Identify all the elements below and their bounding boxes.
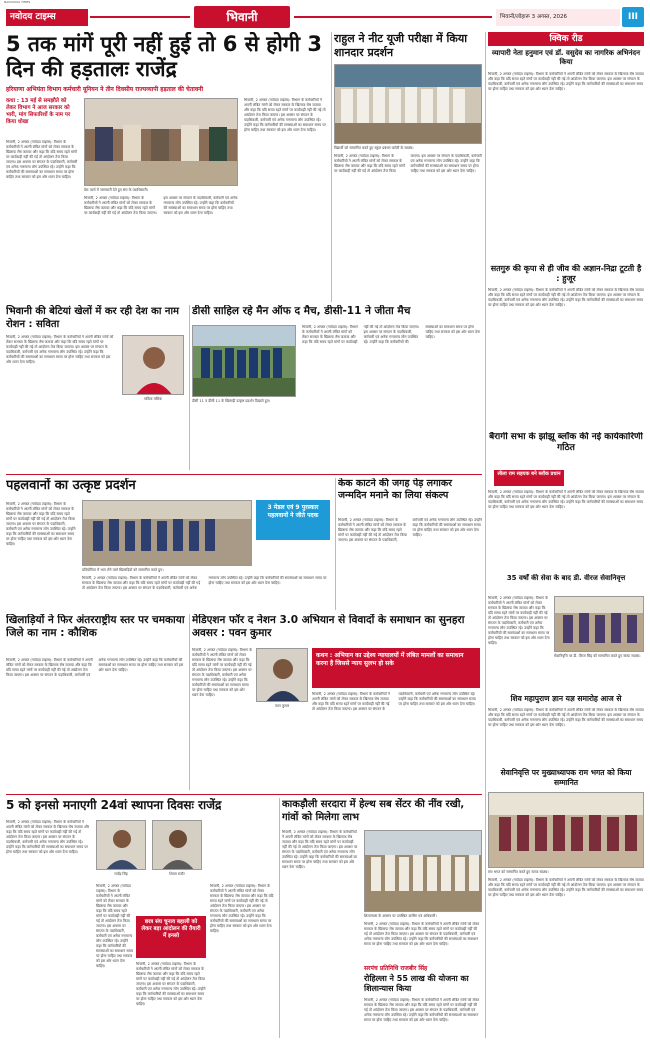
dc-match-body: भिवानी, 2 अगस्त (नवोदय टाइम्स): विभाग के कर्मचारियों ने अपनी लंबित मांगों को लेकर सरकार के खिलाफ रोष जताया और कहा कि यदि समय रहते मांगों पर कार्यवाही नहीं की गई तो आंदोलन तेज किया जाएगा। इस अवसर पर संगठन के पदाधिकारी, कर्मचारी एवं अनेक गणमान्य लोग उपस्थित रहे। उन्होंने कहा कि कर्मचारियों की समस्याओं का समाधान समय पर होना चाहिए तथा सरकार को इस ओर ध्यान देना चाहिए। <box>302 325 480 344</box>
neet-photo <box>334 64 482 144</box>
daughters-article <box>6 305 186 470</box>
mediation-body: भिवानी, 2 अगस्त (नवोदय टाइम्स): विभाग के कर्मचारियों ने अपनी लंबित मांगों को लेकर सरकार के खिलाफ रोष जताया और कहा कि यदि समय रहते मांगों पर कार्यवाही नहीं की गई तो आंदोलन तेज किया जाएगा। इस अवसर पर संगठन के पदाधिकारी, कर्मचारी एवं अनेक गणमान्य लोग उपस्थित रहे। उन्होंने कहा कि कर्मचारियों की समस्याओं का समाधान समय पर होना चाहिए तथा सरकार को इस ओर ध्यान देना चाहिए। <box>192 648 252 697</box>
dc-match-photo <box>192 325 296 397</box>
section-rule <box>6 794 482 795</box>
service-article <box>488 574 644 692</box>
column-divider <box>335 478 336 610</box>
lead-sidebar-body: भिवानी, 2 अगस्त (नवोदय टाइम्स): विभाग के कर्मचारियों ने अपनी लंबित मांगों को लेकर सरकार के खिलाफ रोष जताया और कहा कि यदि समय रहते मांगों पर कार्यवाही नहीं की गई तो आंदोलन तेज किया जाएगा। इस अवसर पर संगठन के पदाधिकारी, कर्मचारी एवं अनेक गणमान्य लोग उपस्थित रहे। उन्होंने कहा कि कर्मचारियों की समस्याओं का समाधान समय पर होना चाहिए तथा सरकार को इस ओर ध्यान देना चाहिए। <box>6 140 78 179</box>
bairagi-body: भिवानी, 2 अगस्त (नवोदय टाइम्स): विभाग के कर्मचारियों ने अपनी लंबित मांगों को लेकर सरकार के खिलाफ रोष जताया और कहा कि यदि समय रहते मांगों पर कार्यवाही नहीं की गई तो आंदोलन तेज किया जाएगा। इस अवसर पर संगठन के पदाधिकारी, कर्मचारी एवं अनेक गणमान्य लोग उपस्थित रहे। उन्होंने कहा कि कर्मचारियों की समस्याओं का समाधान समय पर होना चाहिए तथा सरकार को इस ओर ध्यान देना चाहिए। <box>488 490 644 509</box>
health-image <box>365 831 482 912</box>
wrestlers-image <box>83 501 252 566</box>
column-divider <box>331 32 332 302</box>
lead-article <box>6 32 328 302</box>
column-divider <box>279 798 280 1038</box>
brand-logo: नवोदय टाइम्स <box>6 9 88 26</box>
mediation-quote: कथन : अभियान का उद्देश्य न्यायालयों में लंबित मामलों का समाधान करना है जिससे न्याय सुलभ हो सके <box>312 648 480 688</box>
column-divider <box>189 305 190 470</box>
retiree-article <box>488 768 644 1038</box>
health-body: भिवानी, 2 अगस्त (नवोदय टाइम्स): विभाग के कर्मचारियों ने अपनी लंबित मांगों को लेकर सरकार के खिलाफ रोष जताया और कहा कि यदि समय रहते मांगों पर कार्यवाही नहीं की गई तो आंदोलन तेज किया जाएगा। इस अवसर पर संगठन के पदाधिकारी, कर्मचारी एवं अनेक गणमान्य लोग उपस्थित रहे। उन्होंने कहा कि कर्मचारियों की समस्याओं का समाधान समय पर होना चाहिए तथा सरकार को इस ओर ध्यान देना चाहिए। <box>282 830 358 869</box>
daughters-photo <box>122 335 184 395</box>
retiree-body: भिवानी, 2 अगस्त (नवोदय टाइम्स): विभाग के कर्मचारियों ने अपनी लंबित मांगों को लेकर सरकार के खिलाफ रोष जताया और कहा कि यदि समय रहते मांगों पर कार्यवाही नहीं की गई तो आंदोलन तेज किया जाएगा। इस अवसर पर संगठन के पदाधिकारी, कर्मचारी एवं अनेक गणमान्य लोग उपस्थित रहे। उन्होंने कहा कि कर्मचारियों की समस्याओं का समाधान समय पर होना चाहिए तथा सरकार को इस ओर ध्यान देना चाहिए। <box>488 878 644 897</box>
mediation-photo-caption: पवन कुमार <box>274 704 290 708</box>
bairagi-article <box>488 432 644 572</box>
health-body-2: भिवानी, 2 अगस्त (नवोदय टाइम्स): विभाग के कर्मचारियों ने अपनी लंबित मांगों को लेकर सरकार के खिलाफ रोष जताया और कहा कि यदि समय रहते मांगों पर कार्यवाही नहीं की गई तो आंदोलन तेज किया जाएगा। इस अवसर पर संगठन के पदाधिकारी, कर्मचारी एवं अनेक गणमान्य लोग उपस्थित रहे। उन्होंने कहा कि कर्मचारियों की समस्याओं का समाधान समय पर होना चाहिए तथा सरकार को इस ओर ध्यान देना चाहिए। <box>364 922 480 946</box>
edition-city: भिवानी <box>194 6 290 28</box>
retiree-caption: राम भगत को सम्मानित करते हुए स्टाफ सदस्य। <box>488 870 549 874</box>
wrestlers-badge: 3 मेडल एवं 9 पुरस्कार पहलवानों ने जीते पदक <box>256 500 330 540</box>
mediation-photo <box>256 648 308 702</box>
section-rule <box>6 474 482 475</box>
column-divider <box>189 614 190 790</box>
foundation-box: छात्र संघ चुनाव बहाली को लेकर बड़ा आंदोलन की तैयारी में इनसो <box>136 916 206 958</box>
rohtak-body: भिवानी, 2 अगस्त (नवोदय टाइम्स): विभाग के कर्मचारियों ने अपनी लंबित मांगों को लेकर सरकार के खिलाफ रोष जताया और कहा कि यदि समय रहते मांगों पर कार्यवाही नहीं की गई तो आंदोलन तेज किया जाएगा। इस अवसर पर संगठन के पदाधिकारी, कर्मचारी एवं अनेक गणमान्य लोग उपस्थित रहे। उन्होंने कहा कि कर्मचारियों की समस्याओं का समाधान समय पर होना चाहिए तथा सरकार को इस ओर ध्यान देना चाहिए। <box>364 998 480 1022</box>
mediation-body-2: भिवानी, 2 अगस्त (नवोदय टाइम्स): विभाग के कर्मचारियों ने अपनी लंबित मांगों को लेकर सरकार के खिलाफ रोष जताया और कहा कि यदि समय रहते मांगों पर कार्यवाही नहीं की गई तो आंदोलन तेज किया जाएगा। इस अवसर पर संगठन के पदाधिकारी, कर्मचारी एवं अनेक गणमान्य लोग उपस्थित रहे। उन्होंने कहा कि कर्मचारियों की समस्याओं का समाधान समय पर होना चाहिए तथा सरकार को इस ओर ध्यान देना चाहिए। <box>312 692 476 711</box>
retiree-headline: सेवानिवृत्ति पर मुख्याध्यापक राम भगत को किया सम्मानित <box>500 768 632 787</box>
players-body: भिवानी, 2 अगस्त (नवोदय टाइम्स): विभाग के कर्मचारियों ने अपनी लंबित मांगों को लेकर सरकार के खिलाफ रोष जताया और कहा कि यदि समय रहते मांगों पर कार्यवाही नहीं की गई तो आंदोलन तेज किया जाएगा। इस अवसर पर संगठन के पदाधिकारी, कर्मचारी एवं अनेक गणमान्य लोग उपस्थित रहे। उन्होंने कहा कि कर्मचारियों की समस्याओं का समाधान समय पर होना चाहिए तथा सरकार को इस ओर ध्यान देना चाहिए। <box>6 658 184 677</box>
wrestlers-photo <box>82 500 252 566</box>
quick-read-article <box>488 32 644 262</box>
daughters-photo-caption: सविता मलिक <box>144 397 162 401</box>
shiv-article <box>488 694 644 766</box>
lead-photo-caption: प्रेस वार्ता में जानकारी देते हुए संघ के पदाधिकारी। <box>84 188 148 192</box>
masthead-divider <box>294 16 492 18</box>
shiv-headline: शिव महापुराण ज्ञान यज्ञ समारोह आज से <box>510 694 622 703</box>
dc-match-image <box>193 326 296 397</box>
wrestlers-body-2: भिवानी, 2 अगस्त (नवोदय टाइम्स): विभाग के कर्मचारियों ने अपनी लंबित मांगों को लेकर सरकार के खिलाफ रोष जताया और कहा कि यदि समय रहते मांगों पर कार्यवाही नहीं की गई तो आंदोलन तेज किया जाएगा। इस अवसर पर संगठन के पदाधिकारी, कर्मचारी एवं अनेक गणमान्य लोग उपस्थित रहे। उन्होंने कहा कि कर्मचारियों की समस्याओं का समाधान समय पर होना चाहिए तथा सरकार को इस ओर ध्यान देना चाहिए। <box>82 576 327 590</box>
satsang-body: भिवानी, 2 अगस्त (नवोदय टाइम्स): विभाग के कर्मचारियों ने अपनी लंबित मांगों को लेकर सरकार के खिलाफ रोष जताया और कहा कि यदि समय रहते मांगों पर कार्यवाही नहीं की गई तो आंदोलन तेज किया जाएगा। इस अवसर पर संगठन के पदाधिकारी, कर्मचारी एवं अनेक गणमान्य लोग उपस्थित रहे। उन्होंने कहा कि कर्मचारियों की समस्याओं का समाधान समय पर होना चाहिए तथा सरकार को इस ओर ध्यान देना चाहिए। <box>488 288 644 307</box>
daughters-body: भिवानी, 2 अगस्त (नवोदय टाइम्स): विभाग के कर्मचारियों ने अपनी लंबित मांगों को लेकर सरकार के खिलाफ रोष जताया और कहा कि यदि समय रहते मांगों पर कार्यवाही नहीं की गई तो आंदोलन तेज किया जाएगा। इस अवसर पर संगठन के पदाधिकारी, कर्मचारी एवं अनेक गणमान्य लोग उपस्थित रहे। उन्होंने कहा कि कर्मचारियों की समस्याओं का समाधान समय पर होना चाहिए तथा सरकार को इस ओर ध्यान देना चाहिए। <box>6 335 114 364</box>
rohtak-label: सरपंच प्रतिनिधि राजबीर सिंह <box>364 965 428 972</box>
foundation-photo-2 <box>152 820 202 870</box>
lead-photo <box>84 98 238 186</box>
foundation-photo-2-caption: शिवम राठौर <box>169 872 185 876</box>
neet-headline: राहुल ने नीट यूजी परीक्षा में किया शानदार प्रदर्शन <box>334 32 468 59</box>
wrestlers-body: भिवानी, 2 अगस्त (नवोदय टाइम्स): विभाग के कर्मचारियों ने अपनी लंबित मांगों को लेकर सरकार के खिलाफ रोष जताया और कहा कि यदि समय रहते मांगों पर कार्यवाही नहीं की गई तो आंदोलन तेज किया जाएगा। इस अवसर पर संगठन के पदाधिकारी, कर्मचारी एवं अनेक गणमान्य लोग उपस्थित रहे। उन्होंने कहा कि कर्मचारियों की समस्याओं का समाधान समय पर होना चाहिए तथा सरकार को इस ओर ध्यान देना चाहिए। <box>6 502 76 546</box>
foundation-photo-1-caption: राजेंद्र सिंह <box>114 872 128 876</box>
column-divider <box>485 32 486 1038</box>
neet-photo-caption: विद्यार्थी को सम्मानित करते हुए स्कूल प्रबंधन कमेटी के सदस्य। <box>334 146 414 150</box>
cake-body: भिवानी, 2 अगस्त (नवोदय टाइम्स): विभाग के कर्मचारियों ने अपनी लंबित मांगों को लेकर सरकार के खिलाफ रोष जताया और कहा कि यदि समय रहते मांगों पर कार्यवाही नहीं की गई तो आंदोलन तेज किया जाएगा। इस अवसर पर संगठन के पदाधिकारी, कर्मचारी एवं अनेक गणमान्य लोग उपस्थित रहे। उन्होंने कहा कि कर्मचारियों की समस्याओं का समाधान समय पर होना चाहिए तथा सरकार को इस ओर ध्यान देना चाहिए। <box>338 518 482 542</box>
service-body: भिवानी, 2 अगस्त (नवोदय टाइम्स): विभाग के कर्मचारियों ने अपनी लंबित मांगों को लेकर सरकार के खिलाफ रोष जताया और कहा कि यदि समय रहते मांगों पर कार्यवाही नहीं की गई तो आंदोलन तेज किया जाएगा। इस अवसर पर संगठन के पदाधिकारी, कर्मचारी एवं अनेक गणमान्य लोग उपस्थित रहे। उन्होंने कहा कि कर्मचारियों की समस्याओं का समाधान समय पर होना चाहिए तथा सरकार को इस ओर ध्यान देना चाहिए। <box>488 596 550 645</box>
service-photo <box>554 596 644 652</box>
foundation-body-3: भिवानी, 2 अगस्त (नवोदय टाइम्स): विभाग के कर्मचारियों ने अपनी लंबित मांगों को लेकर सरकार के खिलाफ रोष जताया और कहा कि यदि समय रहते मांगों पर कार्यवाही नहीं की गई तो आंदोलन तेज किया जाएगा। इस अवसर पर संगठन के पदाधिकारी, कर्मचारी एवं अनेक गणमान्य लोग उपस्थित रहे। उन्होंने कहा कि कर्मचारियों की समस्याओं का समाधान समय पर होना चाहिए तथा सरकार को इस ओर ध्यान देना चाहिए। <box>210 884 274 933</box>
players-headline: खिलाड़ियों ने फिर अंतरराष्ट्रीय स्तर पर चमकाया जिले का नाम : कौशिक <box>6 614 185 639</box>
foundation-body-2: भिवानी, 2 अगस्त (नवोदय टाइम्स): विभाग के कर्मचारियों ने अपनी लंबित मांगों को लेकर सरकार के खिलाफ रोष जताया और कहा कि यदि समय रहते मांगों पर कार्यवाही नहीं की गई तो आंदोलन तेज किया जाएगा। इस अवसर पर संगठन के पदाधिकारी, कर्मचारी एवं अनेक गणमान्य लोग उपस्थित रहे। उन्होंने कहा कि कर्मचारियों की समस्याओं का समाधान समय पर होना चाहिए तथा सरकार को इस ओर ध्यान देना चाहिए। <box>96 884 134 968</box>
health-caption: शिलान्यास के अवसर पर उपस्थित ग्रामीण एवं अधिकारी। <box>364 914 437 918</box>
lead-body: भिवानी, 2 अगस्त (नवोदय टाइम्स): विभाग के कर्मचारियों ने अपनी लंबित मांगों को लेकर सरकार के खिलाफ रोष जताया और कहा कि यदि समय रहते मांगों पर कार्यवाही नहीं की गई तो आंदोलन तेज किया जाएगा। इस अवसर पर संगठन के पदाधिकारी, कर्मचारी एवं अनेक गणमान्य लोग उपस्थित रहे। उन्होंने कहा कि कर्मचारियों की समस्याओं का समाधान समय पर होना चाहिए तथा सरकार को इस ओर ध्यान देना चाहिए। <box>84 196 238 215</box>
mediation-headline: मेडिएशन फॉर द नेशन 3.0 अभियान से विवादों के समाधान का सुनहरा अवसर : पवन कुमार <box>192 614 465 639</box>
foundation-body: भिवानी, 2 अगस्त (नवोदय टाइम्स): विभाग के कर्मचारियों ने अपनी लंबित मांगों को लेकर सरकार के खिलाफ रोष जताया और कहा कि यदि समय रहते मांगों पर कार्यवाही नहीं की गई तो आंदोलन तेज किया जाएगा। इस अवसर पर संगठन के पदाधिकारी, कर्मचारी एवं अनेक गणमान्य लोग उपस्थित रहे। उन्होंने कहा कि कर्मचारियों की समस्याओं का समाधान समय पर होना चाहिए तथा सरकार को इस ओर ध्यान देना चाहिए। <box>6 820 90 854</box>
bairagi-headline: बैरागी सभा के झोझू ब्लॉक की नई कार्यकारिणी गठित <box>489 432 643 453</box>
neet-body: भिवानी, 2 अगस्त (नवोदय टाइम्स): विभाग के कर्मचारियों ने अपनी लंबित मांगों को लेकर सरकार के खिलाफ रोष जताया और कहा कि यदि समय रहते मांगों पर कार्यवाही नहीं की गई तो आंदोलन तेज किया जाएगा। इस अवसर पर संगठन के पदाधिकारी, कर्मचारी एवं अनेक गणमान्य लोग उपस्थित रहे। उन्होंने कहा कि कर्मचारियों की समस्याओं का समाधान समय पर होना चाहिए तथा सरकार को इस ओर ध्यान देना चाहिए। <box>334 154 482 173</box>
service-caption: सेवानिवृत्ति पर डी. वीरज सिंह को सम्मानित करते हुए स्टाफ सदस्य। <box>554 654 641 658</box>
satsang-article <box>488 264 644 429</box>
cake-headline: केक काटने की जगह पेड़ लगाकर जन्मदिन मनाने का लिया संकल्प <box>338 478 453 501</box>
foundation-article <box>6 798 276 1038</box>
cake-article <box>338 478 482 610</box>
rajendra-portrait <box>97 821 146 870</box>
players-article <box>6 614 186 790</box>
neet-article <box>334 32 482 302</box>
dc-match-article <box>192 305 482 470</box>
pawan-portrait <box>257 649 308 702</box>
service-headline: 35 वर्षों की सेवा के बाद डी. वीरज सेवानिवृत्त <box>506 574 626 582</box>
page-number: III <box>622 7 644 27</box>
rohtak-headline: रोहिल्ला ने 55 लाख की योजना का शिलान्यास किया <box>364 974 469 993</box>
satsang-headline: सतगुरु की कृपा से ही जीव की अज्ञान-निद्रा टूटती है : हुजूर <box>490 264 642 283</box>
lead-headline: 5 तक मांगें पूरी नहीं हुई तो 6 से होगी 3 दिन की हड़तालः राजेंद्र <box>6 32 322 81</box>
foundation-photo-1 <box>96 820 146 870</box>
dateline: भिवानी/लोहारू 3 अगस्त, 2026 <box>496 9 620 26</box>
wrestlers-article <box>6 478 332 610</box>
health-photo <box>364 830 482 912</box>
lead-sidebar: कथा : 13 मई से समझौते को लेकर विभाग ने आज सरकार को भारी, मांग सिफारिशों के नाम पर किया धोखा <box>6 98 71 125</box>
shiv-body: भिवानी, 2 अगस्त (नवोदय टाइम्स): विभाग के कर्मचारियों ने अपनी लंबित मांगों को लेकर सरकार के खिलाफ रोष जताया और कहा कि यदि समय रहते मांगों पर कार्यवाही नहीं की गई तो आंदोलन तेज किया जाएगा। इस अवसर पर संगठन के पदाधिकारी, कर्मचारी एवं अनेक गणमान्य लोग उपस्थित रहे। उन्होंने कहा कि कर्मचारियों की समस्याओं का समाधान समय पर होना चाहिए तथा सरकार को इस ओर ध्यान देना चाहिए। <box>488 708 644 727</box>
service-image <box>555 597 644 652</box>
dc-match-caption: डीसी 11 व डीसी 11 के खिलाड़ी उत्कृष्ट प्रदर्शन दिखाते हुए। <box>192 399 271 403</box>
wrestlers-headline: पहलवानों का उत्कृष्ट प्रदर्शन <box>6 478 136 493</box>
masthead-topline: NAVODAYA TIMES <box>4 0 31 4</box>
wrestlers-caption: प्रतियोगिता में भाग लेने वाले खिलाड़ियों को सम्मानित करते हुए। <box>82 568 164 572</box>
health-headline: काकड़ौली सरदारा में हेल्थ सब सेंटर की नींव रखी, गांवों को मिलेगा लाभ <box>282 799 465 823</box>
mediation-article <box>192 614 482 790</box>
quick-read-body: भिवानी, 2 अगस्त (नवोदय टाइम्स): विभाग के कर्मचारियों ने अपनी लंबित मांगों को लेकर सरकार के खिलाफ रोष जताया और कहा कि यदि समय रहते मांगों पर कार्यवाही नहीं की गई तो आंदोलन तेज किया जाएगा। इस अवसर पर संगठन के पदाधिकारी, कर्मचारी एवं अनेक गणमान्य लोग उपस्थित रहे। उन्होंने कहा कि कर्मचारियों की समस्याओं का समाधान समय पर होना चाहिए तथा सरकार को इस ओर ध्यान देना चाहिए। <box>488 72 644 91</box>
health-article <box>282 798 482 1038</box>
lead-photo-image <box>85 99 238 186</box>
bairagi-badge: लीला राम सहयक बने ब्लॉक प्रधान <box>494 470 564 486</box>
daughters-headline: भिवानी की बेटियां खेलों में कर रही देश का नाम रोशन : सविता <box>6 306 180 330</box>
quick-read-headline: व्यापारी नेता हनुमान एवं डॉ. वसुदेव का नागरिक अभिनंदन किया <box>491 49 641 66</box>
neet-photo-image <box>335 65 482 144</box>
masthead <box>0 6 650 30</box>
retiree-photo <box>488 792 644 868</box>
shivam-portrait <box>153 821 202 870</box>
lead-body-right: भिवानी, 2 अगस्त (नवोदय टाइम्स): विभाग के कर्मचारियों ने अपनी लंबित मांगों को लेकर सरकार के खिलाफ रोष जताया और कहा कि यदि समय रहते मांगों पर कार्यवाही नहीं की गई तो आंदोलन तेज किया जाएगा। इस अवसर पर संगठन के पदाधिकारी, कर्मचारी एवं अनेक गणमान्य लोग उपस्थित रहे। उन्होंने कहा कि कर्मचारियों की समस्याओं का समाधान समय पर होना चाहिए तथा सरकार को इस ओर ध्यान देना चाहिए। <box>244 98 326 132</box>
lead-strap: हरियाणा अभियंता विभाग कर्मचारी यूनियन ने तीन दिवसीय राज्यव्यापी हड़ताल की चेतावनी <box>6 86 204 93</box>
retiree-image <box>489 793 644 868</box>
dc-match-headline: डीसी साहिल रहे मैन ऑफ द मैच, डीसी-11 ने जीता मैच <box>192 305 411 317</box>
masthead-divider <box>90 16 190 18</box>
savita-portrait <box>123 336 184 395</box>
foundation-headline: 5 को इनसो मनाएगी 24वां स्थापना दिवसः राजेंद्र <box>6 798 222 812</box>
quick-read-label: क्विक रीड <box>488 32 644 46</box>
foundation-body-4: भिवानी, 2 अगस्त (नवोदय टाइम्स): विभाग के कर्मचारियों ने अपनी लंबित मांगों को लेकर सरकार के खिलाफ रोष जताया और कहा कि यदि समय रहते मांगों पर कार्यवाही नहीं की गई तो आंदोलन तेज किया जाएगा। इस अवसर पर संगठन के पदाधिकारी, कर्मचारी एवं अनेक गणमान्य लोग उपस्थित रहे। उन्होंने कहा कि कर्मचारियों की समस्याओं का समाधान समय पर होना चाहिए तथा सरकार को इस ओर ध्यान देना चाहिए। <box>136 962 206 1006</box>
